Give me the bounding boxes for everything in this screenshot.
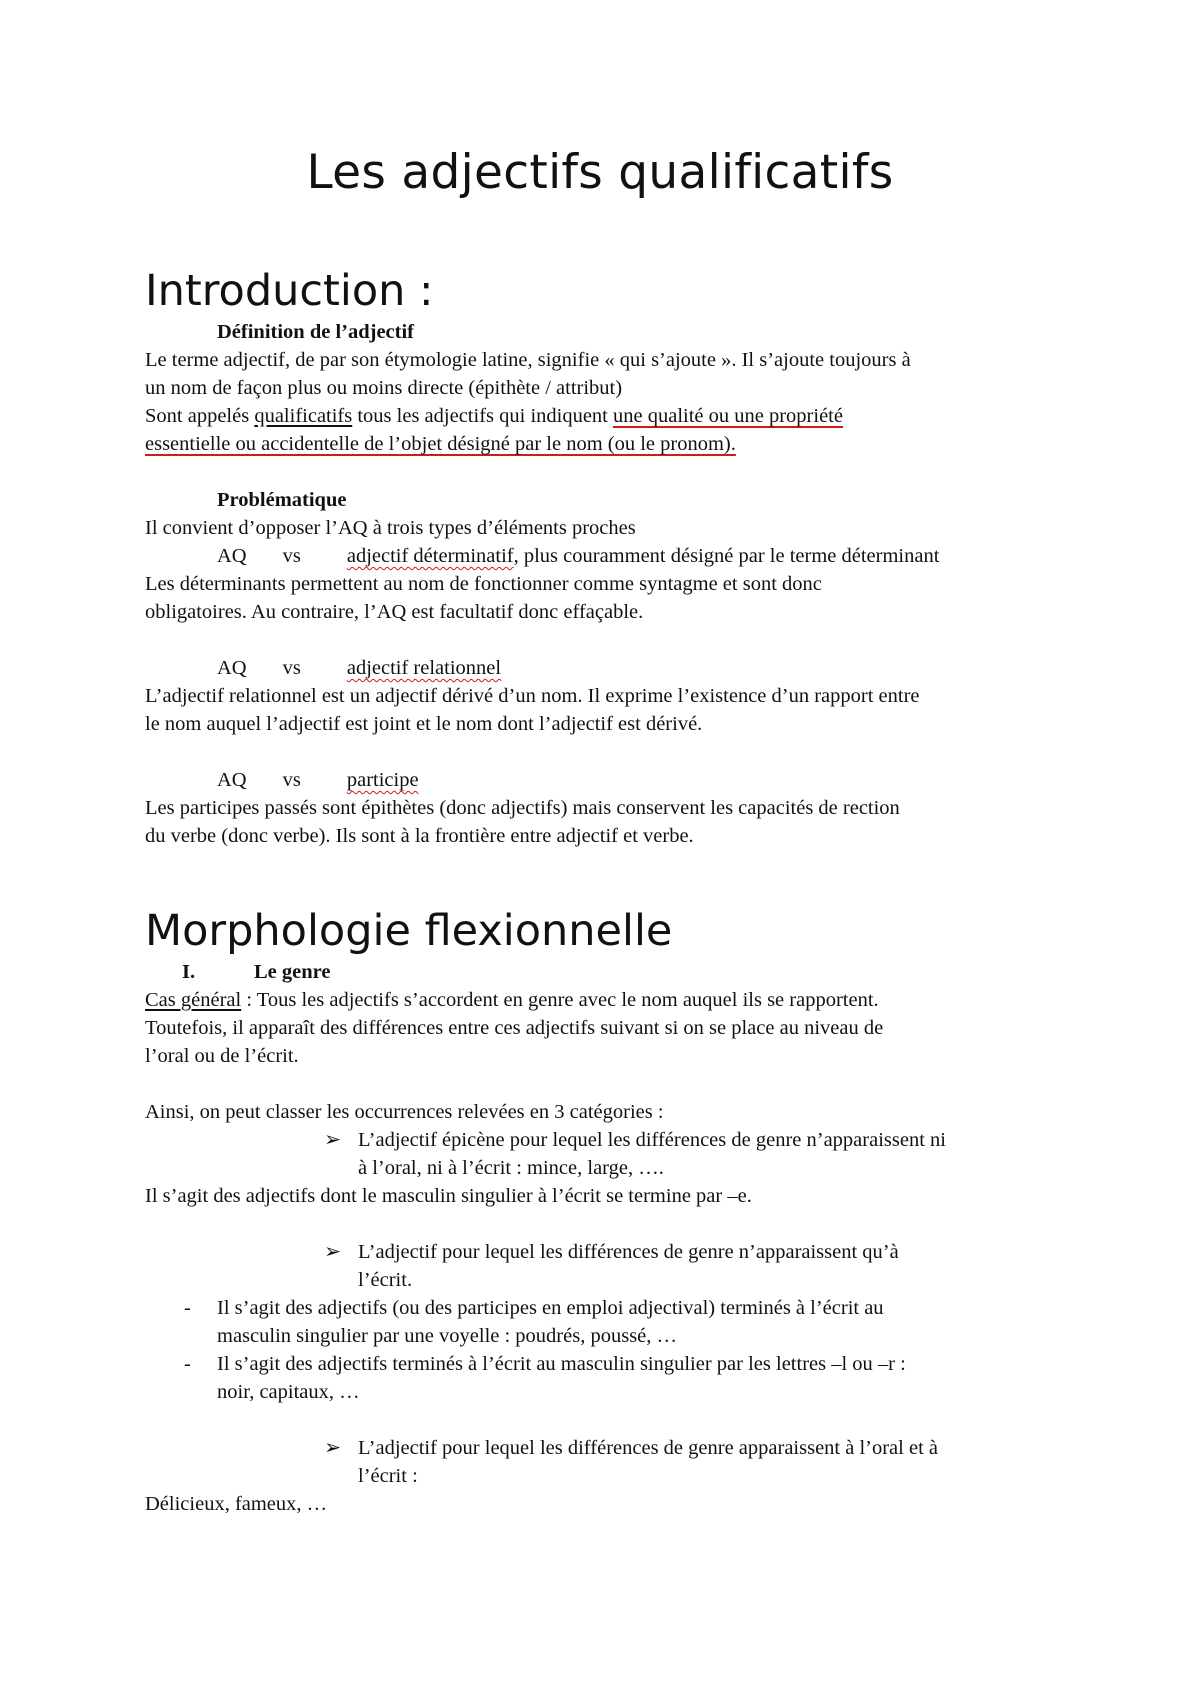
heading-morphologie: Morphologie flexionnelle [145,906,673,956]
text-span: : Tous les adjectifs s’accordent en genre avec le nom auquel ils se rapportent. [241,989,879,1011]
subheading-problematique: Problématique [217,489,347,511]
list-item: à l’oral, ni à l’écrit : mince, large, …. [358,1157,664,1179]
vs-label: vs [282,545,301,567]
paragraph-line [145,402,843,430]
section-title: Le genre [254,961,331,983]
underlined-term: Cas général [145,989,242,1011]
paragraph-line: L’adjectif relationnel est un adjectif dérivé d’un nom. Il exprime l’existence d’un rapport entre [145,685,920,707]
section-number: I. [182,961,196,983]
arrow-bullet-icon: ➢ [324,1129,342,1151]
heading-introduction: Introduction : [145,266,434,316]
paragraph-line: Délicieux, fameux, … [145,1493,328,1515]
red-underlined-text: essentielle ou accidentelle de l’objet désigné par le nom (ou le pronom). [145,433,736,455]
aq-label: AQ [217,769,247,791]
paragraph-line: obligatoires. Au contraire, l’AQ est facultatif donc effaçable. [145,601,644,623]
paragraph-line: du verbe (donc verbe). Ils sont à la frontière entre adjectif et verbe. [145,825,694,847]
list-item: Il s’agit des adjectifs (ou des participes en emploi adjectival) terminés à l’écrit au [217,1297,884,1319]
paragraph-line: Il convient d’opposer l’AQ à trois types d’éléments proches [145,517,636,539]
paragraph-line: un nom de façon plus ou moins directe (épithète / attribut) [145,377,623,399]
vs-label: vs [282,769,301,791]
document-title: Les adjectifs qualificatifs [306,145,894,200]
list-item: L’adjectif épicène pour lequel les différences de genre n’apparaissent ni [358,1129,946,1151]
paragraph-line: Il s’agit des adjectifs dont le masculin singulier à l’écrit se termine par –e. [145,1185,752,1207]
list-item: noir, capitaux, … [217,1381,360,1403]
paragraph-line: l’oral ou de l’écrit. [145,1045,299,1067]
paragraph-line: Le terme adjectif, de par son étymologie latine, signifie « qui s’ajoute ». Il s’ajoute toujours à [145,349,911,371]
text-span: tous les adjectifs qui indiquent [352,405,613,427]
comparison-line [217,654,501,682]
text-span: , plus couramment désigné par le terme déterminant [513,545,940,567]
paragraph-line: le nom auquel l’adjectif est joint et le nom dont l’adjectif est dérivé. [145,713,703,735]
list-item: l’écrit : [358,1465,418,1487]
paragraph-line [145,986,879,1014]
misspelled-term: adjectif relationnel [346,657,502,679]
text-span: Sont appelés [145,405,255,427]
paragraph-line [145,430,736,458]
list-item: masculin singulier par une voyelle : poudrés, poussé, … [217,1325,678,1347]
paragraph-line: Les participes passés sont épithètes (donc adjectifs) mais conservent les capacités de rection [145,797,900,819]
arrow-bullet-icon: ➢ [324,1241,342,1263]
arrow-bullet-icon: ➢ [324,1437,342,1459]
subheading-definition: Définition de l’adjectif [217,321,414,343]
comparison-line [217,542,939,570]
paragraph-line: Toutefois, il apparaît des différences entre ces adjectifs suivant si on se place au niveau de [145,1017,884,1039]
dash-bullet: - [184,1297,191,1319]
underlined-term: qualificatifs [254,405,353,427]
aq-label: AQ [217,545,247,567]
list-item: L’adjectif pour lequel les différences de genre n’apparaissent qu’à [358,1241,899,1263]
red-underlined-text: une qualité ou une propriété [613,405,843,427]
list-item: L’adjectif pour lequel les différences de genre apparaissent à l’oral et à [358,1437,938,1459]
paragraph-line: Ainsi, on peut classer les occurrences relevées en 3 catégories : [145,1101,664,1123]
list-item: Il s’agit des adjectifs terminés à l’écrit au masculin singulier par les lettres –l ou –r : [217,1353,906,1375]
dash-bullet: - [184,1353,191,1375]
misspelled-term: adjectif déterminatif [346,545,514,567]
comparison-line [217,766,419,794]
list-item: l’écrit. [358,1269,413,1291]
vs-label: vs [282,657,301,679]
misspelled-term: participe [346,769,419,791]
paragraph-line: Les déterminants permettent au nom de fonctionner comme syntagme et sont donc [145,573,822,595]
aq-label: AQ [217,657,247,679]
